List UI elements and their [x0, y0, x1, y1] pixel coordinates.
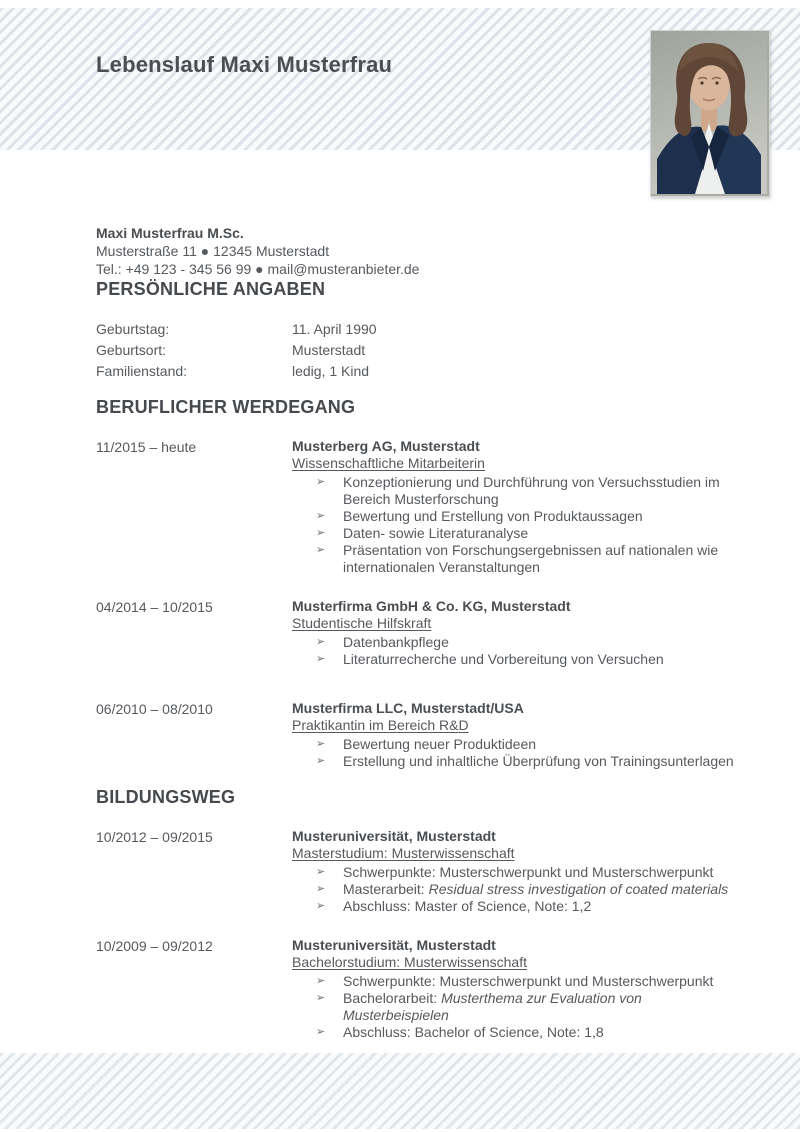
bullet-item: ➢ Bachelorarbeit: Musterthema zur Evaluation von Musterbeispielen — [292, 990, 744, 1024]
row-label: Geburtsort: — [96, 342, 167, 358]
arrow-bullet-icon: ➢ — [316, 755, 326, 767]
bullet-item: ➢ Präsentation von Forschungsergebnissen auf nationalen wie internationalen Veranstaltungen — [292, 542, 744, 576]
arrow-bullet-icon: ➢ — [316, 1026, 326, 1038]
entry-bullet-list — [292, 634, 744, 668]
row-label: Familienstand: — [96, 363, 188, 379]
bullet-item: ➢ Schwerpunkte: Musterschwerpunkt und Musterschwerpunkt — [292, 864, 744, 881]
entry-period: 11/2015 – heute — [96, 439, 197, 455]
entry-role: Studentische Hilfskraft — [292, 615, 432, 631]
arrow-bullet-icon: ➢ — [316, 653, 326, 665]
personal-data-rows — [96, 319, 744, 382]
education-entry — [96, 937, 744, 1041]
arrow-bullet-icon: ➢ — [316, 866, 326, 878]
career-entry — [96, 598, 744, 668]
bullet-item: ➢ Daten- sowie Literaturanalyse — [292, 525, 744, 542]
footer-stripe-band — [0, 1053, 800, 1129]
entry-bullet-list — [292, 736, 744, 770]
entry-period: 10/2009 – 09/2012 — [96, 938, 213, 954]
arrow-bullet-icon: ➢ — [316, 992, 326, 1004]
education-entry — [96, 828, 744, 915]
bullet-item: ➢ Erstellung und inhaltliche Überprüfung von Trainingsunterlagen — [292, 753, 744, 770]
thesis-title: Residual stress investigation of coated materials — [428, 881, 729, 897]
entry-period: 10/2012 – 09/2015 — [96, 829, 213, 845]
arrow-bullet-icon: ➢ — [316, 510, 326, 522]
bullet-item: ➢ Schwerpunkte: Musterschwerpunkt und Musterschwerpunkt — [292, 973, 744, 990]
entry-role: Wissenschaftliche Mitarbeiterin — [292, 455, 485, 471]
page-title: Lebenslauf Maxi Musterfrau — [96, 52, 393, 77]
entry-period: 06/2010 – 08/2010 — [96, 701, 213, 717]
entry-role: Bachelorstudium: Musterwissenschaft — [292, 954, 527, 970]
contact-phone-email: Tel.: +49 123 - 345 56 99 ● mail@musteranbieter.de — [96, 261, 420, 277]
thesis-title: Musterthema zur Evaluation von Musterbeispielen — [343, 990, 642, 1023]
row-value: ledig, 1 Kind — [292, 363, 370, 379]
education-entries — [96, 828, 744, 1041]
bullet-item: ➢ Literaturrecherche und Vorbereitung von Versuchen — [292, 651, 744, 668]
row-value: Musterstadt — [292, 342, 366, 358]
personal-row — [96, 319, 744, 340]
cv-content — [96, 224, 744, 1041]
arrow-bullet-icon: ➢ — [316, 738, 326, 750]
entry-bullet-list — [292, 864, 744, 915]
entry-organization: Musterfirma LLC, Musterstadt/USA — [292, 700, 524, 716]
personal-row — [96, 340, 744, 361]
contact-block — [96, 224, 744, 278]
entry-organization: Musteruniversität, Musterstadt — [292, 937, 496, 953]
bullet-item: ➢ Abschluss: Master of Science, Note: 1,2 — [292, 898, 744, 915]
arrow-bullet-icon: ➢ — [316, 636, 326, 648]
entry-period: 04/2014 – 10/2015 — [96, 599, 213, 615]
row-label: Geburtstag: — [96, 321, 170, 337]
career-entry — [96, 438, 744, 576]
arrow-bullet-icon: ➢ — [316, 883, 326, 895]
bullet-item: ➢ Abschluss: Bachelor of Science, Note: 1,8 — [292, 1024, 744, 1041]
bullet-item: ➢ Masterarbeit: Residual stress investigation of coated materials — [292, 881, 744, 898]
arrow-bullet-icon: ➢ — [316, 476, 326, 488]
bullet-item: ➢ Bewertung und Erstellung von Produktaussagen — [292, 508, 744, 525]
contact-address: Musterstraße 11 ● 12345 Musterstadt — [96, 243, 330, 259]
entry-role: Praktikantin im Bereich R&D — [292, 717, 469, 733]
section-heading-education: BILDUNGSWEG — [96, 787, 236, 807]
arrow-bullet-icon: ➢ — [316, 544, 326, 556]
portrait-illustration — [651, 31, 767, 194]
contact-name: Maxi Musterfrau M.Sc. — [96, 225, 244, 241]
row-value: 11. April 1990 — [292, 321, 377, 337]
entry-organization: Musterberg AG, Musterstadt — [292, 438, 480, 454]
bullet-item: ➢ Konzeptionierung und Durchführung von Versuchsstudien im Bereich Musterforschung — [292, 474, 744, 508]
entry-organization: Musterfirma GmbH & Co. KG, Musterstadt — [292, 598, 571, 614]
profile-photo — [650, 30, 770, 197]
section-heading-career: BERUFLICHER WERDEGANG — [96, 397, 356, 417]
bullet-item: ➢ Datenbankpflege — [292, 634, 744, 651]
arrow-bullet-icon: ➢ — [316, 975, 326, 987]
entry-bullet-list — [292, 474, 744, 576]
career-entry — [96, 700, 744, 770]
arrow-bullet-icon: ➢ — [316, 527, 326, 539]
arrow-bullet-icon: ➢ — [316, 900, 326, 912]
personal-row — [96, 361, 744, 382]
section-heading-personal: PERSÖNLICHE ANGABEN — [96, 279, 326, 299]
career-entries — [96, 438, 744, 770]
bullet-item: ➢ Bewertung neuer Produktideen — [292, 736, 744, 753]
entry-organization: Musteruniversität, Musterstadt — [292, 828, 496, 844]
entry-role: Masterstudium: Musterwissenschaft — [292, 845, 515, 861]
entry-bullet-list — [292, 973, 744, 1041]
